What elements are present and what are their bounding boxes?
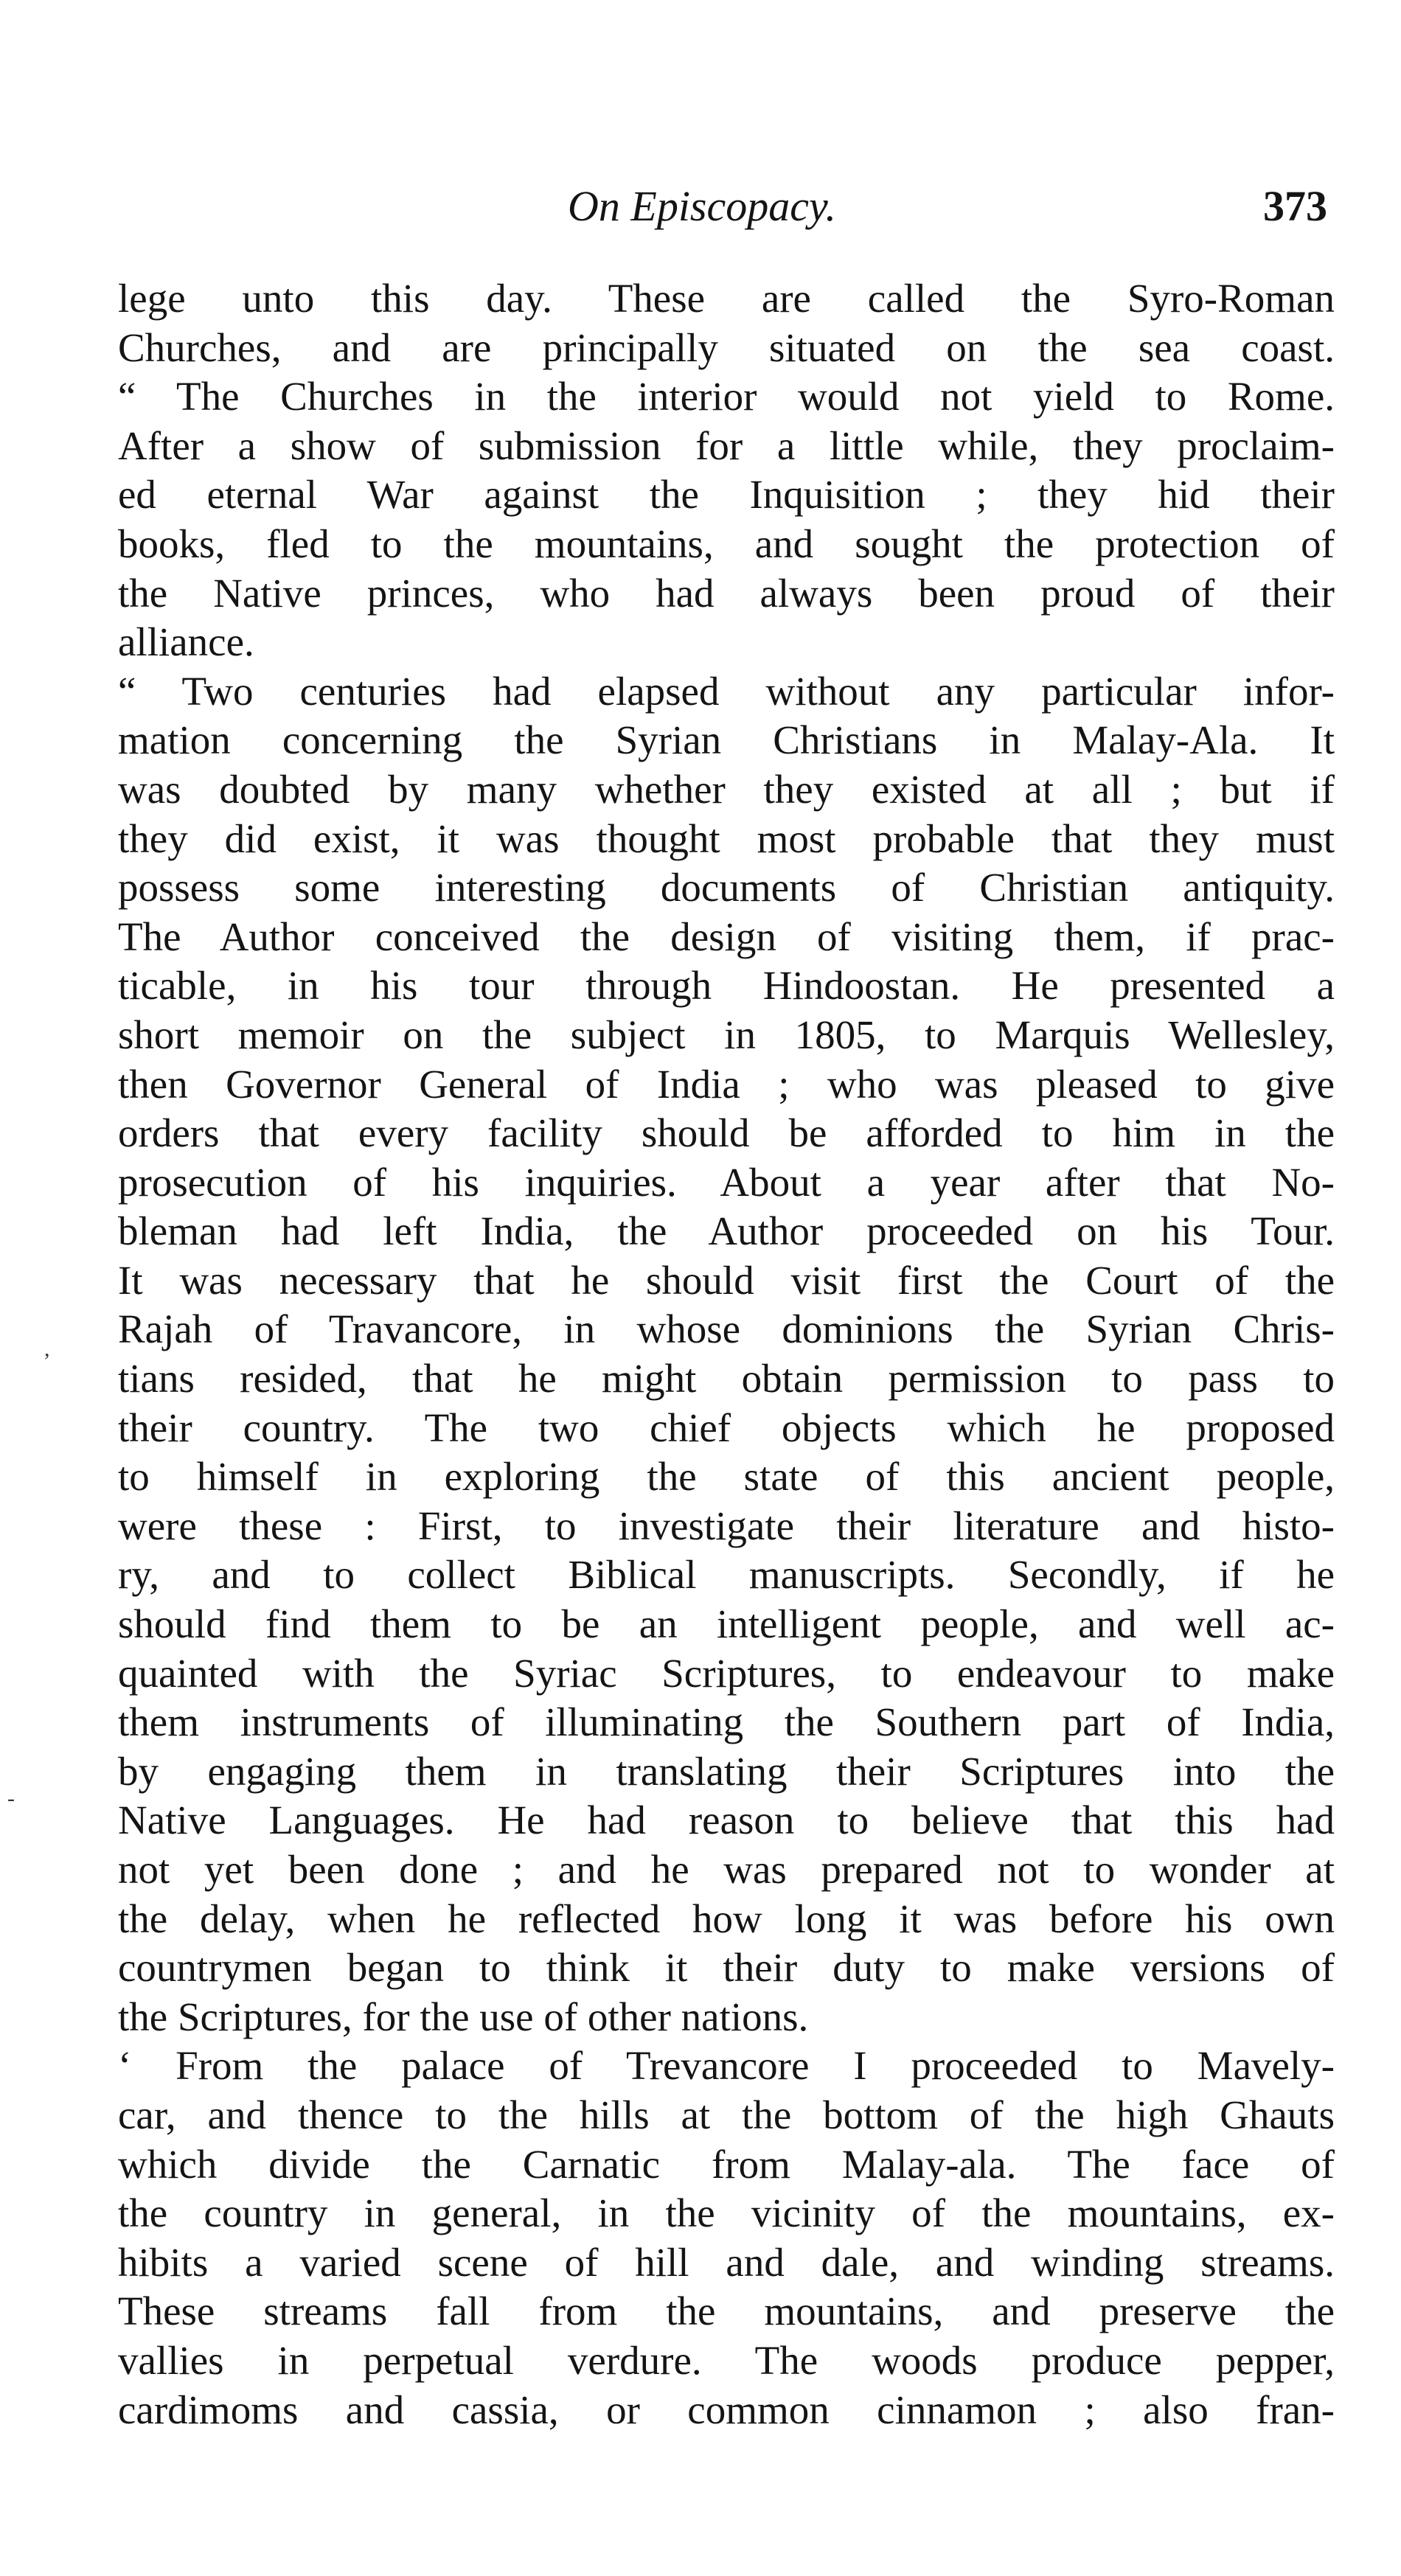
text-line: bleman had left India, the Author proceeded on his Tour.: [118, 1208, 1335, 1254]
text-line: to himself in exploring the state of this ancient people,: [118, 1454, 1335, 1500]
margin-mark: ,: [44, 1337, 50, 1361]
text-line: the delay, when he reflected how long it was before his own: [118, 1896, 1335, 1941]
text-line: books, fled to the mountains, and sought the protection of: [118, 521, 1335, 566]
text-line: the Native princes, who had always been proud of their: [118, 570, 1335, 616]
running-head: [118, 173, 1327, 240]
text-line: cardimoms and cassia, or common cinnamon ; also fran-: [118, 2387, 1335, 2432]
text-line: ed eternal War against the Inquisition ; they hid their: [118, 472, 1335, 518]
text-line: ry, and to collect Biblical manuscripts. Secondly, if he: [118, 1552, 1335, 1598]
running-title: On Episcopacy.: [568, 182, 837, 230]
text-line: car, and thence to the hills at the bottom of the high Ghauts: [118, 2092, 1335, 2137]
text-line: by engaging them in translating their Scriptures into the: [118, 1748, 1335, 1794]
text-line: should find them to be an intelligent people, and well ac-: [118, 1601, 1335, 1647]
text-line: Native Languages. He had reason to believe that this had: [118, 1797, 1335, 1843]
text-line: which divide the Carnatic from Malay-ala. The face of: [118, 2141, 1335, 2187]
text-line: ticable, in his tour through Hindoostan. He presented a: [118, 963, 1335, 1009]
text-line: the country in general, in the vicinity of the mountains, ex-: [118, 2190, 1335, 2236]
text-line: alliance.: [118, 619, 254, 665]
text-line: The Author conceived the design of visiting them, if prac-: [118, 913, 1335, 959]
body-text: [118, 274, 1335, 2434]
text-line: tians resided, that he might obtain permission to pass to: [118, 1356, 1335, 1402]
text-line: short memoir on the subject in 1805, to Marquis Wellesley,: [118, 1012, 1335, 1057]
text-line: It was necessary that he should visit first the Court of the: [118, 1257, 1335, 1303]
text-line: was doubted by many whether they existed at all ; but if: [118, 766, 1335, 812]
text-line: countrymen began to think it their duty to make versions of: [118, 1945, 1335, 1991]
text-line: vallies in perpetual verdure. The woods produce pepper,: [118, 2337, 1335, 2383]
text-line: they did exist, it was thought most probable that they must: [118, 815, 1335, 861]
text-line: “ Two centuries had elapsed without any particular infor-: [118, 668, 1335, 714]
text-line: orders that every facility should be afforded to him in the: [118, 1110, 1335, 1156]
text-line: Rajah of Travancore, in whose dominions the Syrian Chris-: [118, 1306, 1335, 1352]
text-line: quainted with the Syriac Scriptures, to endeavour to make: [118, 1650, 1335, 1696]
text-line: After a show of submission for a little while, they proclaim-: [118, 422, 1335, 468]
text-line: were these : First, to investigate their literature and histo-: [118, 1503, 1335, 1548]
text-line: lege unto this day. These are called the Syro-Roman: [118, 276, 1335, 321]
margin-mark: -: [7, 1786, 15, 1811]
text-line: hibits a varied scene of hill and dale, and winding streams.: [118, 2239, 1335, 2285]
text-line: not yet been done ; and he was prepared not to wonder at: [118, 1847, 1335, 1892]
text-line: their country. The two chief objects which he proposed: [118, 1404, 1335, 1450]
text-line: then Governor General of India ; who was pleased to give: [118, 1061, 1335, 1107]
text-line: “ The Churches in the interior would not yield to Rome.: [118, 374, 1335, 420]
page-number: 373: [1263, 182, 1327, 230]
text-line: the Scriptures, for the use of other nations.: [118, 1994, 809, 2039]
text-line: mation concerning the Syrian Christians in Malay-Ala. It: [118, 717, 1335, 763]
text-line: ‘ From the palace of Trevancore I proceeded to Mavely-: [118, 2043, 1335, 2089]
text-line: prosecution of his inquiries. About a year after that No-: [118, 1159, 1335, 1205]
text-line: them instruments of illuminating the Southern part of India,: [118, 1699, 1335, 1745]
text-line: Churches, and are principally situated on the sea coast.: [118, 324, 1335, 370]
text-line: These streams fall from the mountains, and preserve the: [118, 2288, 1335, 2334]
text-line: possess some interesting documents of Christian antiquity.: [118, 865, 1335, 911]
